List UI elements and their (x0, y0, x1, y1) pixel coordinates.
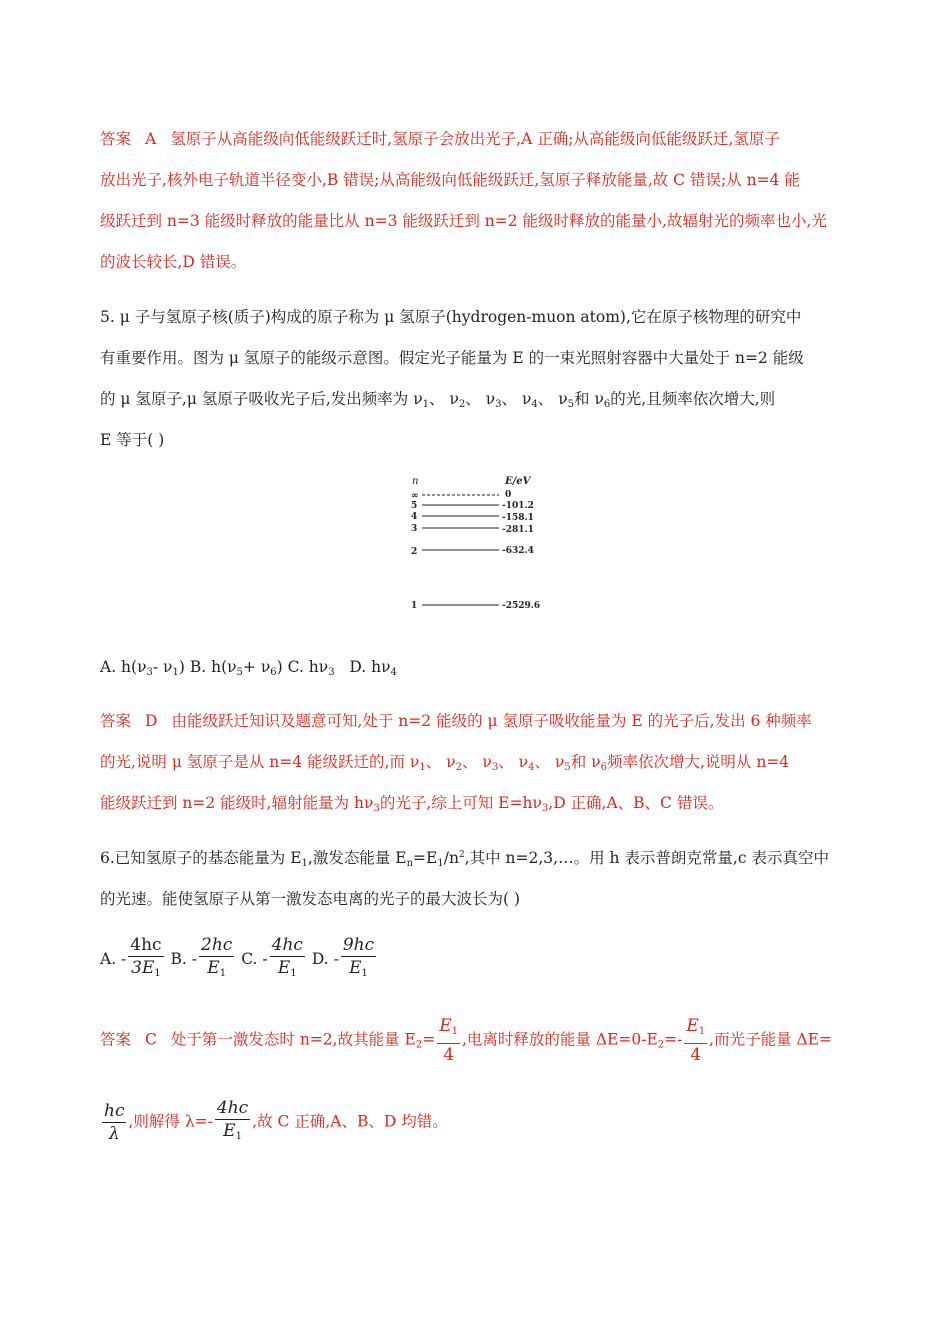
q5-options (100, 658, 397, 678)
level-n-2: 2 (411, 547, 418, 557)
q6-option-b: B. - $\frac{2hc}{E1}$ (170, 935, 233, 979)
q6-line1: 6.已知氢原子的基态能量为 $E_1$,激发态能量 $E_n=E_1/n^2$,其中 n=2,3,…。用 h 表示普朗克常量,c 表示真空中 (100, 849, 829, 869)
answer5-label: 答案 (100, 712, 132, 730)
nu-6: $\nu_6$ (594, 390, 611, 410)
fraction-hc-over-lambda: $\frac{hc}{\lambda}$ (104, 1101, 125, 1144)
answer6-choice: C (145, 1030, 157, 1049)
answer5-line2: 的光,说明 μ 氢原子是从 n=4 能级跃迁的,而 $\nu_1$、 $\nu_2$、 $\nu_3$、 $\nu_4$、 $\nu_5$和 $\nu_6$频率依次增大,说明从 n=4 (100, 753, 790, 773)
answer4-label: 答案 (100, 130, 132, 148)
q5-line1: 5. μ 子与氢原子核(质子)构成的原子称为 μ 氢原子(hydrogen-muon atom),它在原子核物理的研究中 (100, 308, 802, 326)
answer5-choice: D (145, 712, 158, 730)
answer4-choice: A (145, 130, 157, 148)
q6-option-c: C. - $\frac{4hc}{E1}$ (241, 935, 303, 979)
n-header: n (412, 476, 419, 487)
level-n-5: 5 (411, 501, 418, 511)
level-e-1: -2529.6 (502, 601, 541, 611)
q5-line3: 的 μ 氢原子,μ 氢原子吸收光子后,发出频率为 $\nu_1$、 $\nu_2$、 $\nu_3$、 $\nu_4$、 $\nu_5$和 $\nu_6$的光,且频率依次增大,则 (100, 390, 776, 410)
level-n-inf: ∞ (411, 491, 419, 501)
q6-option-a: A. - $\frac{4hc}{3E1}$ (100, 935, 162, 979)
level-n-3: 3 (411, 524, 418, 534)
fraction-4hc-over-e1: $\frac{4hc}{E1}$ (216, 1098, 249, 1142)
level-e-2: -632.4 (502, 546, 534, 556)
nu-1: $\nu_1$ (413, 390, 430, 410)
nu-3: $\nu_3$ (485, 390, 502, 410)
answer6-line2: $\frac{hc}{\lambda}$ ,则解得 λ=- $\frac{4hc}{E1}$ ,故 C 正确,A、B、D 均错。 (100, 1098, 448, 1147)
answer6-label: 答案 (100, 1030, 132, 1049)
q6-line2: 的光速。能使氢原子从第一激发态电离的光子的最大波长为( ) (100, 890, 521, 908)
level-e-4: -158.1 (502, 513, 534, 523)
q5-option-a: A. $h(\nu_3-$ $\nu_1$) (100, 658, 185, 678)
answer4-line3: 级跃迁到 n=3 能级时释放的能量比从 n=3 能级跃迁到 n=2 能级时释放的能量小,故辐射光的频率也小,光 (100, 212, 827, 230)
level-n-1: 1 (411, 601, 418, 611)
q5-option-d: D. $h\nu_4$ (349, 658, 397, 678)
energy-level-diagram (395, 470, 565, 620)
answer5-line3: 能级跃迁到 n=2 能级时,辐射能量为 $h\nu_3$的光子,综上可知 $E=h\nu_3,D$ 正确,A、B、C 错误。 (100, 794, 724, 814)
nu-4: $\nu_4$ (521, 390, 538, 410)
nu-5: $\nu_5$ (558, 390, 575, 410)
answer4-text-1: 氢原子从高能级向低能级跃迁时,氢原子会放出光子,A 正确;从高能级向低能级跃迁,氢原子 (170, 130, 780, 148)
q5-option-c: C. $h\nu_3$ (287, 658, 335, 678)
q5-line2: 有重要作用。图为 μ 氢原子的能级示意图。假定光子能量为 E 的一束光照射容器中大量处于 n=2 能级 (100, 349, 804, 367)
level-e-inf: 0 (505, 490, 512, 500)
q5-option-b: B. $h(\nu_5+ \nu_6)$ (189, 658, 283, 678)
level-n-4: 4 (411, 512, 418, 522)
answer5-line1: 答案 D 由能级跃迁知识及题意可知,处于 n=2 能级的 μ 氢原子吸收能量为 E 的光子后,发出 6 种频率 (100, 712, 812, 730)
fraction-e1-over-4: $\frac{E1}{4}$ (439, 1016, 458, 1065)
q6-option-d: D. - $\frac{9hc}{E1}$ (311, 935, 375, 979)
answer6-line1: 答案 C 处于第一激发态时 n=2,故其能量 $E_2=$ $\frac{E1}{4}$ ,电离时释放的能量 $\Delta E=0-E_2=-$ $\frac{E1}{4}$ ,而光子能量 ΔE= (100, 1016, 833, 1065)
level-e-3: -281.1 (502, 525, 534, 535)
fraction-e1-over-4-b: $\frac{E1}{4}$ (686, 1016, 706, 1065)
answer4-line1 (100, 127, 780, 149)
level-e-5: -101.2 (502, 501, 534, 511)
nu-2: $\nu_2$ (449, 390, 466, 410)
q6-options (100, 935, 378, 984)
e-header: E/eV (505, 476, 531, 487)
q5-line4: E 等于( ) (100, 431, 165, 449)
answer4-line2: 放出光子,核外电子轨道半径变小,B 错误;从高能级向低能级跃迁,氢原子释放能量,故 C 错误;从 n=4 能 (100, 171, 800, 189)
answer4-line4: 的波长较长,D 错误。 (100, 253, 247, 271)
